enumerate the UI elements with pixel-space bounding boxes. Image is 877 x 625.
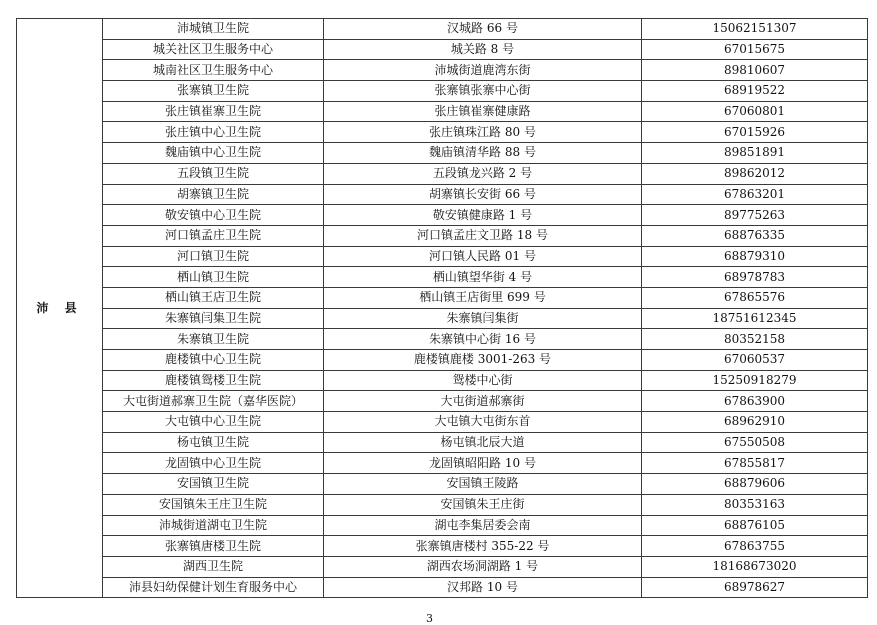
- address-cell: 胡寨镇长安街 66 号: [324, 184, 642, 205]
- address-cell: 龙固镇昭阳路 10 号: [324, 453, 642, 474]
- table-row: [17, 474, 868, 495]
- phone-cell: 18751612345: [642, 308, 868, 329]
- table-row: [17, 577, 868, 598]
- address-cell: 河口镇人民路 01 号: [324, 246, 642, 267]
- clinic-name-cell: 湖西卫生院: [103, 556, 324, 577]
- address-cell: 河口镇孟庄文卫路 18 号: [324, 225, 642, 246]
- phone-cell: 15062151307: [642, 19, 868, 40]
- address-cell: 沛城街道鹿湾东街: [324, 60, 642, 81]
- clinic-name-cell: 五段镇卫生院: [103, 163, 324, 184]
- table-row: [17, 163, 868, 184]
- address-cell: 安国镇王陵路: [324, 474, 642, 495]
- table-row: [17, 329, 868, 350]
- phone-cell: 67863755: [642, 536, 868, 557]
- address-cell: 张寨镇唐楼村 355-22 号: [324, 536, 642, 557]
- clinic-name-cell: 张庄镇中心卫生院: [103, 122, 324, 143]
- clinic-name-cell: 栖山镇王店卫生院: [103, 287, 324, 308]
- clinic-name-cell: 张庄镇崔寨卫生院: [103, 101, 324, 122]
- phone-cell: 68879310: [642, 246, 868, 267]
- clinic-name-cell: 敬安镇中心卫生院: [103, 205, 324, 226]
- phone-cell: 68978783: [642, 267, 868, 288]
- table-row: [17, 39, 868, 60]
- address-cell: 安国镇朱王庄街: [324, 494, 642, 515]
- phone-cell: 67060801: [642, 101, 868, 122]
- clinic-name-cell: 龙固镇中心卫生院: [103, 453, 324, 474]
- phone-cell: 67855817: [642, 453, 868, 474]
- table-row: [17, 143, 868, 164]
- address-cell: 敬安镇健康路 1 号: [324, 205, 642, 226]
- phone-cell: 80352158: [642, 329, 868, 350]
- clinic-name-cell: 鹿楼镇中心卫生院: [103, 350, 324, 371]
- clinic-name-cell: 安国镇朱王庄卫生院: [103, 494, 324, 515]
- address-cell: 杨屯镇北辰大道: [324, 432, 642, 453]
- clinic-name-cell: 胡寨镇卫生院: [103, 184, 324, 205]
- phone-cell: 80353163: [642, 494, 868, 515]
- table-row: [17, 246, 868, 267]
- clinic-name-cell: 安国镇卫生院: [103, 474, 324, 495]
- clinic-name-cell: 张寨镇唐楼卫生院: [103, 536, 324, 557]
- phone-cell: 67550508: [642, 432, 868, 453]
- address-cell: 大屯街道郝寨街: [324, 391, 642, 412]
- clinic-name-cell: 河口镇孟庄卫生院: [103, 225, 324, 246]
- address-cell: 汉城路 66 号: [324, 19, 642, 40]
- phone-cell: 67015926: [642, 122, 868, 143]
- phone-cell: 68919522: [642, 81, 868, 102]
- phone-cell: 89862012: [642, 163, 868, 184]
- phone-cell: 67060537: [642, 350, 868, 371]
- clinic-name-cell: 栖山镇卫生院: [103, 267, 324, 288]
- clinic-name-cell: 张寨镇卫生院: [103, 81, 324, 102]
- phone-cell: 68876335: [642, 225, 868, 246]
- table-row: [17, 287, 868, 308]
- address-cell: 鹿楼镇鹿楼 3001-263 号: [324, 350, 642, 371]
- address-cell: 朱寨镇闫集街: [324, 308, 642, 329]
- table-row: [17, 412, 868, 433]
- phone-cell: 67865576: [642, 287, 868, 308]
- phone-cell: 89810607: [642, 60, 868, 81]
- phone-cell: 68962910: [642, 412, 868, 433]
- address-cell: 魏庙镇清华路 88 号: [324, 143, 642, 164]
- table-row: [17, 81, 868, 102]
- table-row: [17, 267, 868, 288]
- county-cell: 沛 县: [17, 19, 103, 598]
- table-row: [17, 60, 868, 81]
- table-row: [17, 19, 868, 40]
- clinic-directory-table: [16, 18, 868, 598]
- clinic-name-cell: 鹿楼镇鸳楼卫生院: [103, 370, 324, 391]
- phone-cell: 67863900: [642, 391, 868, 412]
- table-row: [17, 556, 868, 577]
- table-row: [17, 494, 868, 515]
- address-cell: 张寨镇张寨中心街: [324, 81, 642, 102]
- clinic-name-cell: 城关社区卫生服务中心: [103, 39, 324, 60]
- address-cell: 湖屯李集居委会南: [324, 515, 642, 536]
- clinic-name-cell: 大屯街道郝寨卫生院（嘉华医院）: [103, 391, 324, 412]
- address-cell: 朱寨镇中心街 16 号: [324, 329, 642, 350]
- clinic-name-cell: 沛县妇幼保健计划生育服务中心: [103, 577, 324, 598]
- table-row: [17, 515, 868, 536]
- address-cell: 大屯镇大屯街东首: [324, 412, 642, 433]
- phone-cell: 18168673020: [642, 556, 868, 577]
- clinic-name-cell: 朱寨镇卫生院: [103, 329, 324, 350]
- phone-cell: 67863201: [642, 184, 868, 205]
- phone-cell: 67015675: [642, 39, 868, 60]
- clinic-name-cell: 大屯镇中心卫生院: [103, 412, 324, 433]
- table-row: [17, 536, 868, 557]
- table-row: [17, 453, 868, 474]
- clinic-name-cell: 城南社区卫生服务中心: [103, 60, 324, 81]
- address-cell: 五段镇龙兴路 2 号: [324, 163, 642, 184]
- clinic-name-cell: 杨屯镇卫生院: [103, 432, 324, 453]
- clinic-name-cell: 河口镇卫生院: [103, 246, 324, 267]
- table-row: [17, 205, 868, 226]
- clinic-name-cell: 沛城镇卫生院: [103, 19, 324, 40]
- clinic-name-cell: 魏庙镇中心卫生院: [103, 143, 324, 164]
- table-row: [17, 432, 868, 453]
- table-body: [17, 19, 868, 598]
- phone-cell: 89851891: [642, 143, 868, 164]
- address-cell: 城关路 8 号: [324, 39, 642, 60]
- address-cell: 栖山镇王店街里 699 号: [324, 287, 642, 308]
- page-number: 3: [426, 612, 433, 625]
- table-row: [17, 101, 868, 122]
- phone-cell: 68876105: [642, 515, 868, 536]
- phone-cell: 68978627: [642, 577, 868, 598]
- clinic-name-cell: 沛城街道湖屯卫生院: [103, 515, 324, 536]
- address-cell: 张庄镇珠江路 80 号: [324, 122, 642, 143]
- phone-cell: 89775263: [642, 205, 868, 226]
- address-cell: 栖山镇望华街 4 号: [324, 267, 642, 288]
- table-row: [17, 122, 868, 143]
- table-row: [17, 184, 868, 205]
- address-cell: 汉邦路 10 号: [324, 577, 642, 598]
- address-cell: 湖西农场洞湖路 1 号: [324, 556, 642, 577]
- table-row: [17, 225, 868, 246]
- table-row: [17, 370, 868, 391]
- table-row: [17, 308, 868, 329]
- address-cell: 鸳楼中心街: [324, 370, 642, 391]
- phone-cell: 15250918279: [642, 370, 868, 391]
- phone-cell: 68879606: [642, 474, 868, 495]
- table-row: [17, 350, 868, 371]
- table-row: [17, 391, 868, 412]
- clinic-name-cell: 朱寨镇闫集卫生院: [103, 308, 324, 329]
- address-cell: 张庄镇崔寨健康路: [324, 101, 642, 122]
